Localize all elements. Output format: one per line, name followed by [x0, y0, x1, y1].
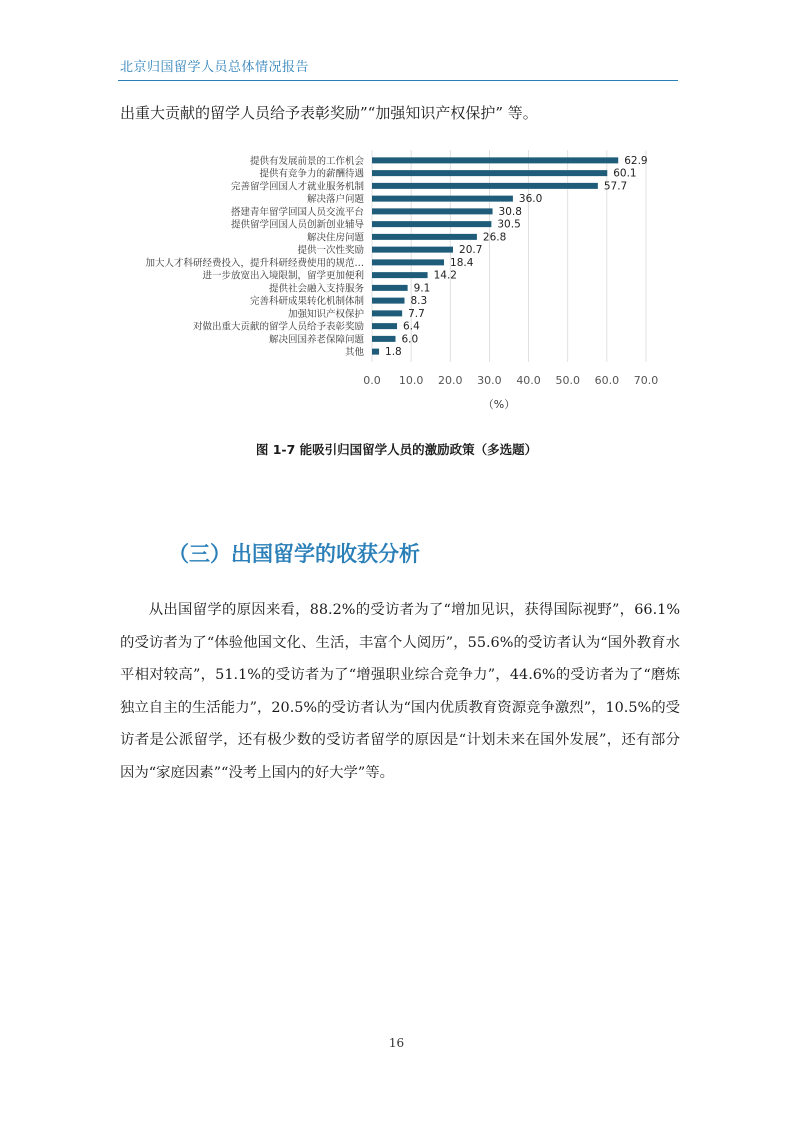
- x-tick-label: 50.0: [555, 374, 580, 387]
- category-label: 提供一次性奖励: [297, 245, 364, 257]
- category-label: 其他: [344, 347, 364, 359]
- value-label: 30.5: [497, 218, 521, 231]
- x-tick-label: 0.0: [363, 374, 381, 387]
- bar: [372, 221, 491, 227]
- value-label: 1.8: [385, 346, 402, 359]
- category-label: 提供社会融入支持服务: [268, 283, 364, 295]
- value-label: 57.7: [603, 180, 628, 193]
- figure-caption: 图 1-7 能吸引归国留学人员的激励政策（多选题）: [255, 442, 538, 457]
- bar: [372, 157, 618, 163]
- category-label: 提供有竞争力的薪酬待遇: [259, 168, 364, 180]
- bar: [372, 336, 395, 342]
- bar: [372, 272, 428, 278]
- x-axis-label: （%）: [482, 398, 516, 411]
- value-label: 8.3: [410, 295, 428, 308]
- page-number: 16: [388, 1036, 405, 1050]
- value-label: 26.8: [482, 231, 507, 244]
- bar: [372, 259, 444, 265]
- x-tick-label: 60.0: [594, 374, 620, 387]
- value-label: 36.0: [518, 193, 543, 206]
- bar: [372, 310, 402, 316]
- body-paragraph: 从出国留学的原因来看，88.2%的受访者为了“增加见识，获得国际视野”，66.1%的受访者为了“体验他国文化、生活，丰富个人阅历”，55.6%的受访者认为“国外教育水平相对较高”，51.1%的受访者为了“增强职业综合竞争力”，44.6%的受访者为了“磨炼独立自主的生活能力”，20.5%的受访者认为“国内优质教育资源竞争激烈”，10.5%的受访者是公派留学，还有极少数的受访者留学的原因是“计划未来在国外发展”，还有部分因为“家庭因素”“没考上国内的好大学”等。: [120, 602, 680, 781]
- bar: [372, 183, 598, 189]
- value-label: 20.7: [459, 244, 483, 257]
- category-label: 完善科研成果转化机制体制: [249, 296, 364, 308]
- value-label: 62.9: [624, 154, 648, 167]
- value-label: 60.1: [613, 167, 637, 180]
- category-label: 解决回国养老保障问题: [268, 334, 364, 346]
- category-label: 提供有发展前景的工作机会: [249, 155, 364, 167]
- category-label: 搭建青年留学回国人员交流平台: [230, 206, 364, 218]
- category-label: 加强知识产权保护: [287, 308, 364, 320]
- value-label: 6.0: [401, 333, 419, 346]
- bar: [372, 285, 408, 291]
- bar: [372, 247, 453, 253]
- running-header: 北京归国留学人员总体情况报告: [120, 60, 310, 75]
- value-label: 30.8: [498, 205, 522, 218]
- category-label: 解决落户问题: [306, 194, 364, 206]
- bar: [372, 170, 607, 176]
- x-tick-label: 40.0: [516, 374, 541, 387]
- bar: [372, 349, 379, 355]
- value-label: 14.2: [433, 269, 457, 282]
- x-tick-label: 30.0: [477, 374, 502, 387]
- value-label: 6.4: [403, 320, 420, 333]
- x-tick-label: 70.0: [633, 374, 659, 387]
- bar: [372, 234, 477, 240]
- category-label: 完善留学回国人才就业服务机制: [230, 181, 364, 193]
- header-rule: [118, 80, 678, 81]
- category-label: 提供留学回国人员创新创业辅导: [230, 219, 364, 231]
- bar: [372, 196, 513, 202]
- bar: [372, 323, 397, 329]
- bar: [372, 298, 404, 304]
- category-label: 进一步放宽出入境限制，留学更加便利: [202, 270, 364, 282]
- intro-text: 出重大贡献的留学人员给予表彰奖励”“加强知识产权保护” 等。: [120, 104, 538, 122]
- bar-chart: [110, 140, 670, 420]
- chart-category-labels: [145, 155, 364, 358]
- body-paragraph-block: [120, 594, 680, 789]
- value-label: 18.4: [450, 256, 474, 269]
- bar: [372, 208, 493, 214]
- value-label: 7.7: [408, 307, 425, 320]
- section-title: （三）出国留学的收获分析: [168, 542, 420, 566]
- x-tick-label: 10.0: [398, 374, 424, 387]
- x-tick-label: 20.0: [438, 374, 463, 387]
- chart-x-ticks: [363, 374, 658, 387]
- category-label: 对做出重大贡献的留学人员给予表彰奖励: [192, 321, 364, 333]
- value-label: 9.1: [413, 282, 431, 295]
- category-label: 加大人才科研经费投入，提升科研经费使用的规范…: [145, 257, 364, 269]
- category-label: 解决住房问题: [306, 232, 364, 244]
